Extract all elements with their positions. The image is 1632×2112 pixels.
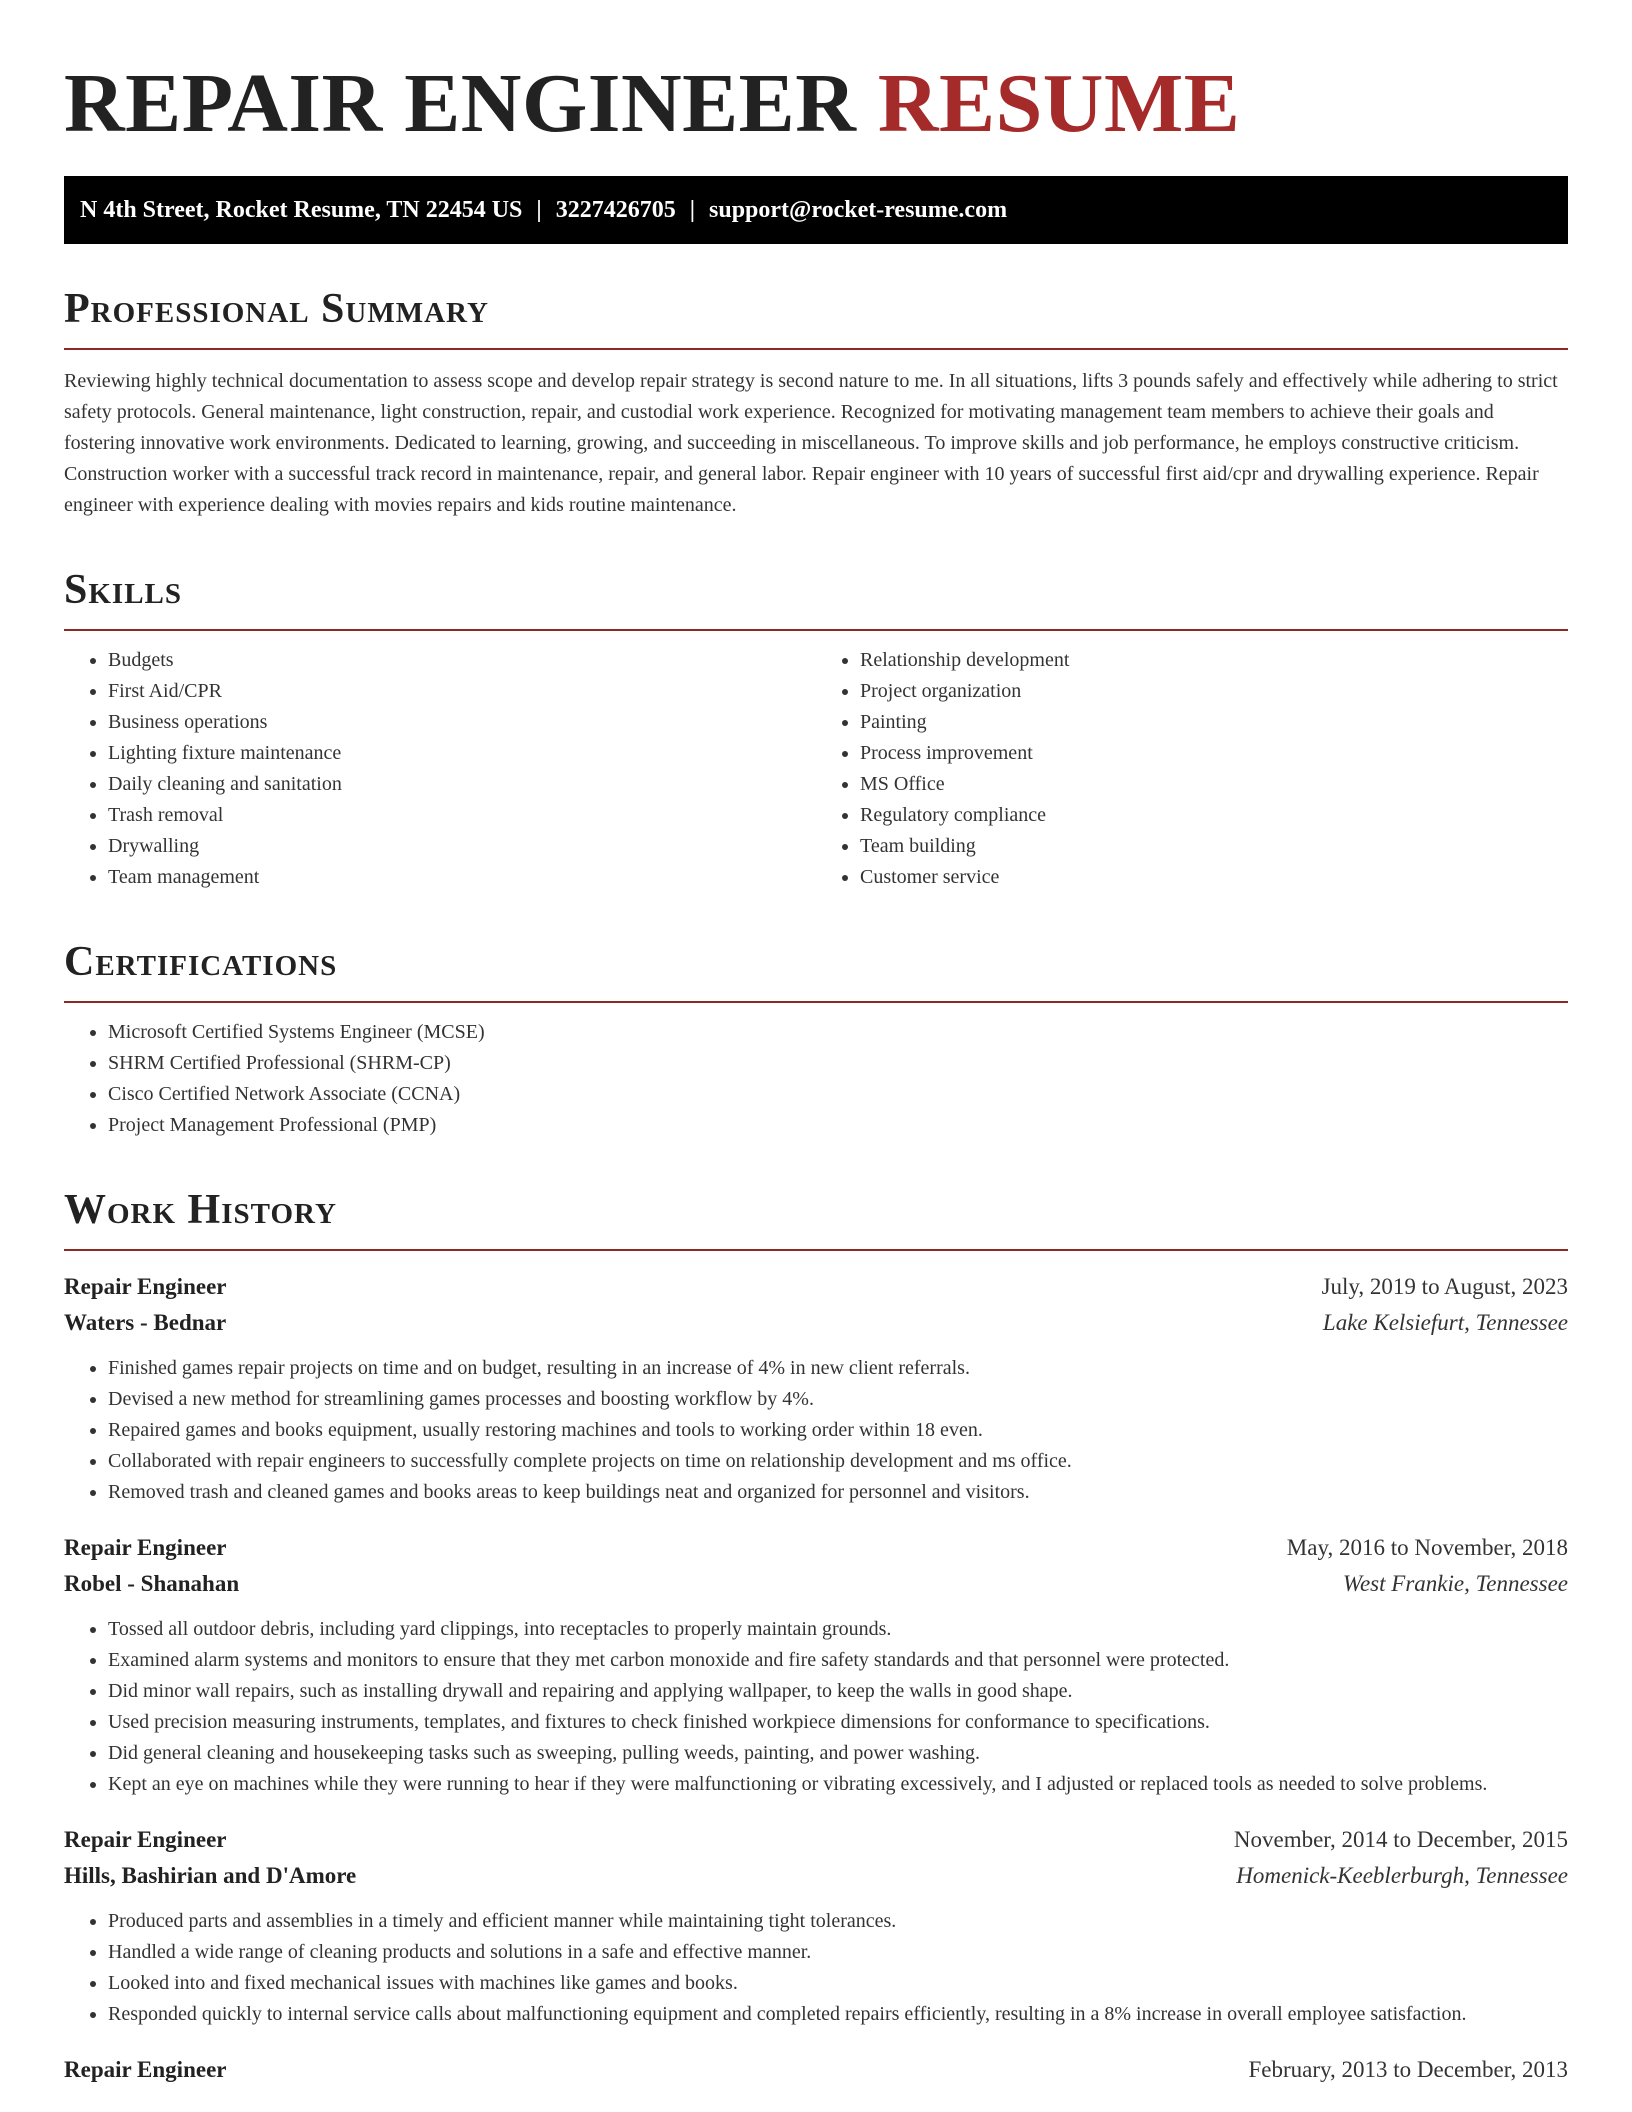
job-bullets — [64, 1906, 1568, 2030]
job-company: Hills, Bashirian and D'Amore — [64, 1863, 357, 1888]
job-bullet: • Examined alarm systems and monitors to ensure that they met carbon monoxide and fire safety standards and that personnel were protected. — [108, 1645, 1568, 1676]
contact-separator: | — [689, 197, 695, 223]
job-header-row — [64, 1822, 1568, 1858]
skill-item: • Business operations — [108, 707, 816, 738]
job-company: Robel - Shanahan — [64, 1571, 240, 1596]
job-dates: May, 2016 to November, 2018 — [1286, 1535, 1568, 1560]
job-entry — [64, 1269, 1568, 1508]
job-entry — [64, 1822, 1568, 2030]
certification-item: • Microsoft Certified Systems Engineer (MCSE) — [108, 1017, 1568, 1048]
job-bullets — [64, 1614, 1568, 1800]
title-main: REPAIR ENGINEER — [64, 57, 857, 150]
job-bullet: • Used precision measuring instruments, templates, and fixtures to check finished workpiece dimensions for conformance to specifications. — [108, 1707, 1568, 1738]
skill-item: • Lighting fixture maintenance — [108, 738, 816, 769]
skill-item: • Relationship development — [860, 645, 1568, 676]
certifications-heading: Certifications — [64, 937, 1568, 1003]
title-accent: RESUME — [877, 57, 1241, 150]
job-bullet: • Handled a wide range of cleaning products and solutions in a safe and effective manner. — [108, 1937, 1568, 1968]
skill-item: • Regulatory compliance — [860, 800, 1568, 831]
skill-item: • Budgets — [108, 645, 816, 676]
job-bullet: • Tossed all outdoor debris, including yard clippings, into receptacles to properly maintain grounds. — [108, 1614, 1568, 1645]
job-bullet: • Responded quickly to internal service calls about malfunctioning equipment and completed repairs efficiently, resulting in a 8% increase in overall employee satisfaction. — [108, 1999, 1568, 2030]
skill-item: • Process improvement — [860, 738, 1568, 769]
job-subheader-row — [64, 1305, 1568, 1341]
summary-heading: Professional Summary — [64, 284, 1568, 350]
job-bullet: • Did minor wall repairs, such as installing drywall and repairing and applying wallpaper, to keep the walls in good shape. — [108, 1676, 1568, 1707]
job-bullet: • Finished games repair projects on time and on budget, resulting in an increase of 4% in new client referrals. — [108, 1353, 1568, 1384]
job-entry — [64, 1530, 1568, 1800]
work-history-heading: Work History — [64, 1185, 1568, 1251]
job-dates: November, 2014 to December, 2015 — [1233, 1827, 1568, 1852]
job-bullet: • Repaired games and books equipment, usually restoring machines and tools to working order within 18 even. — [108, 1415, 1568, 1446]
job-bullet: • Devised a new method for streamlining games processes and boosting workflow by 4%. — [108, 1384, 1568, 1415]
skill-item: • MS Office — [860, 769, 1568, 800]
skill-item: • Painting — [860, 707, 1568, 738]
job-header-row — [64, 2052, 1568, 2088]
job-bullet: • Produced parts and assemblies in a timely and efficient manner while maintaining tight tolerances. — [108, 1906, 1568, 1937]
summary-text: Reviewing highly technical documentation to assess scope and develop repair strategy is second nature to me. In all situations, lifts 3 pounds safely and effectively while adhering to strict safety protocols. General maintenance, light construction, repair, and custodial work experience. Recognized for motivating management team members to achieve their goals and fostering innovative work environments. Dedicated to learning, growing, and succeeding in miscellaneous. To improve skills and job performance, he employs constructive criticism. Construction worker with a successful track record in maintenance, repair, and general labor. Repair engineer with 10 years of successful first aid/cpr and drywalling experience. Repair engineer with experience dealing with movies repairs and kids routine maintenance. — [64, 370, 1558, 516]
skill-item: • Customer service — [860, 862, 1568, 893]
job-header-row — [64, 1269, 1568, 1305]
skills-list-left — [64, 645, 816, 893]
contact-bar — [64, 176, 1568, 244]
job-bullets — [64, 1353, 1568, 1508]
job-bullet: • Did general cleaning and housekeeping tasks such as sweeping, pulling weeds, painting, and power washing. — [108, 1738, 1568, 1769]
skills-heading: Skills — [64, 565, 1568, 631]
job-dates: February, 2013 to December, 2013 — [1248, 2057, 1568, 2082]
job-title: Repair Engineer — [64, 2057, 227, 2082]
job-bullet: • Kept an eye on machines while they were running to hear if they were malfunctioning or vibrating excessively, and I adjusted or replaced tools as needed to solve problems. — [108, 1769, 1568, 1800]
skill-item: • Trash removal — [108, 800, 816, 831]
job-dates: July, 2019 to August, 2023 — [1321, 1274, 1568, 1299]
job-bullet: • Looked into and fixed mechanical issues with machines like games and books. — [108, 1968, 1568, 1999]
job-entry — [64, 2052, 1568, 2088]
job-location: Lake Kelsiefurt, Tennessee — [1322, 1310, 1568, 1335]
job-title: Repair Engineer — [64, 1274, 227, 1299]
job-subheader-row — [64, 1566, 1568, 1602]
job-company: Waters - Bednar — [64, 1310, 227, 1335]
skills-list-right — [816, 645, 1568, 893]
skill-item: • Project organization — [860, 676, 1568, 707]
job-subheader-row — [64, 1858, 1568, 1894]
job-title: Repair Engineer — [64, 1827, 227, 1852]
certification-item: • Cisco Certified Network Associate (CCNA) — [108, 1079, 1568, 1110]
skill-item: • First Aid/CPR — [108, 676, 816, 707]
certification-item: • SHRM Certified Professional (SHRM-CP) — [108, 1048, 1568, 1079]
job-bullet: • Removed trash and cleaned games and books areas to keep buildings neat and organized for personnel and visitors. — [108, 1477, 1568, 1508]
skills-grid — [64, 645, 1568, 893]
job-title: Repair Engineer — [64, 1535, 227, 1560]
contact-address: N 4th Street, Rocket Resume, TN 22454 US — [80, 197, 523, 223]
contact-separator: | — [536, 197, 542, 223]
resume-title — [64, 56, 1568, 152]
job-location: West Frankie, Tennessee — [1342, 1571, 1568, 1596]
certifications-list — [64, 1017, 1568, 1141]
skill-item: • Daily cleaning and sanitation — [108, 769, 816, 800]
job-header-row — [64, 1530, 1568, 1566]
job-location: Homenick-Keeblerburgh, Tennessee — [1236, 1863, 1568, 1888]
job-bullet: • Collaborated with repair engineers to successfully complete projects on time on relationship development and ms office. — [108, 1446, 1568, 1477]
contact-email[interactable]: support@rocket-resume.com — [709, 197, 1008, 223]
skill-item: • Team management — [108, 862, 816, 893]
certification-item: • Project Management Professional (PMP) — [108, 1110, 1568, 1141]
skill-item: • Drywalling — [108, 831, 816, 862]
skill-item: • Team building — [860, 831, 1568, 862]
contact-phone[interactable]: 3227426705 — [555, 197, 676, 223]
